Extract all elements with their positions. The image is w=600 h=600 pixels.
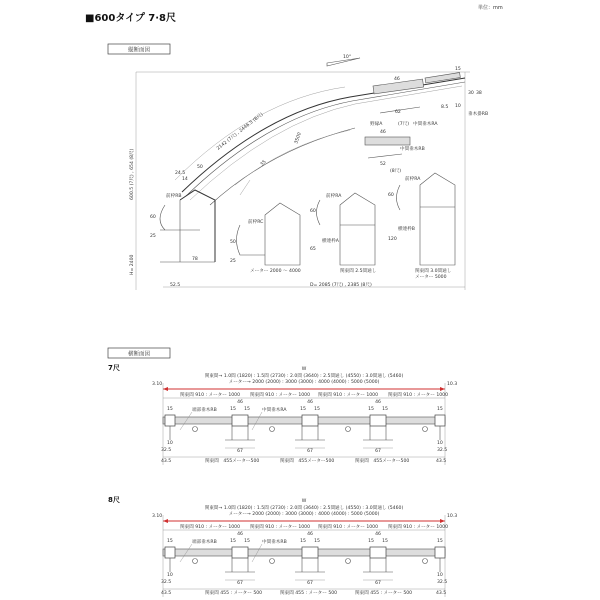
dim-15: 15 [368,539,374,544]
mid-rafter-base [295,426,325,440]
dim-10: 10 [167,573,173,578]
dim-43-5: 43.5 [161,591,172,596]
module-span-label: 関東間 910 : メーター 1000 [180,525,241,530]
gutter-rc [237,225,266,255]
dim-60c: 60 [388,193,394,198]
dim-32-5: 32.5 [437,448,448,453]
dim-43-5: 43.5 [436,459,447,464]
mid-rafter [232,547,248,558]
yoko-a-label: 横連枠A [322,239,339,244]
gutter-ra-30 [397,185,401,210]
support-circle [346,559,351,564]
support-circle [193,559,198,564]
horizontal-section-label: 横断面図 [127,351,151,358]
mid-rafter [370,547,386,558]
span-meter-line: メーター→ 2000 (2000) : 3000 (3000) : 4000 (4000) : 5000 (5000) [228,512,380,517]
front-frame-rb-body [160,200,215,262]
right-offset-dim: 10.3 [447,382,458,387]
dim-15: 15 [230,407,236,412]
front-rb-label: 前枠RB [166,194,182,199]
dim-15: 15 [455,67,461,72]
rafter-hanger-label: 垂木掛RB [468,112,489,117]
front-rc-label: 前枠RC [248,220,264,225]
mid-rafter-label: 中間垂木RA [262,408,287,413]
mid-rafter-base [363,426,393,440]
dim-46: 46 [394,77,400,82]
dim-46b: 46 [380,130,386,135]
length-dim: 2142 (7尺) , 2446.5 (8尺) [216,112,265,152]
dim-10: 10 [167,441,173,446]
dim-46: 46 [375,532,381,537]
front-frame-rc [265,203,300,265]
dim-50b: 50 [230,240,236,245]
dim-67: 67 [307,581,313,586]
dim-50: 50 [197,165,203,170]
mid-rafter-a-label: 中間垂木RA [413,122,438,127]
dim-52-5: 52.5 [170,283,181,288]
front-ra-label-1: 前枠RA [326,194,342,199]
dim-15: 15 [167,539,173,544]
module-span-label: 関東間 910 : メーター 1000 [388,525,449,530]
width-label: W [301,499,307,504]
dim-14: 14 [182,177,188,182]
dim-25: 25 [150,234,156,239]
nobuchi-label: 野縁A [370,122,383,127]
dim-43-5: 43.5 [161,459,172,464]
vertical-section-label: 縦断面図 [127,47,151,54]
half-module-label: 関東間 455メーター500 [355,459,410,464]
half-module-label: 関東間 455 : メーター 500 [355,591,413,596]
size-7-label: (7尺) [398,122,410,127]
end-rafter [165,547,175,558]
dim-46: 46 [307,400,313,405]
front-frame-rb [180,190,215,262]
dim-65: 65 [310,247,316,252]
yoko-b-label: 横連枠B [398,227,415,232]
half-module-label: 関東間 455メーター500 [280,459,335,464]
support-circle [270,559,275,564]
height-dim: 600.5 (7尺) , 654 (8尺) [130,148,135,200]
radius-leader [240,180,250,195]
front-frame-ra-25 [340,193,375,265]
dim-15: 15 [437,539,443,544]
dim-15: 15 [382,539,388,544]
dim-32-5: 32.5 [161,448,172,453]
dim-67: 67 [307,449,313,454]
right-offset-dim: 10.3 [447,514,458,519]
section-title: 7尺 [108,364,120,372]
dim-15: 15 [244,539,250,544]
dim-46: 46 [237,400,243,405]
dim-15: 15 [300,539,306,544]
caption-meter-2000-4000: メーター 2000 ～ 4000 [250,269,301,274]
angle-label: 10° [343,55,352,60]
half-module-label: 関東間 455 : メーター 500 [205,591,263,596]
end-rafter-label: 端部垂木RB [192,408,217,413]
module-span-label: 関東間 910 : メーター 1000 [318,393,379,398]
mid-rafter-label: 中間垂木RB [262,540,287,545]
page-title: ■600タイプ 7·8尺 [85,13,177,24]
h-dim: H= 2400 [130,254,135,275]
left-offset-dim: 3.10 [152,382,163,387]
mid-rafter [302,547,318,558]
half-module-label: 関東間 455 : メーター 500 [280,591,338,596]
mid-rafter-b-detail [365,137,410,145]
mid-rafter-b-label: 中間垂木RB [400,147,425,152]
dim-60b: 60 [310,209,316,214]
module-span-label: 関東間 910 : メーター 1000 [318,525,379,530]
radius-dim-arc [235,130,350,185]
dim-67: 67 [237,581,243,586]
section-title: 8尺 [108,496,120,504]
end-rafter [435,547,445,558]
left-offset-dim: 3.10 [152,514,163,519]
span-kanto-line: 関東間→ 1.0間 (1820) : 1.5間 (2730) : 2.0間 (3640) : 2.5間通し (4550) : 3.0間通し (5460) [204,506,404,511]
dim-15: 15 [244,407,250,412]
dim-32-5: 32.5 [161,580,172,585]
dim-120: 120 [388,237,397,242]
module-span-label: 関東間 910 : メーター 1000 [250,525,311,530]
mid-rafter [302,415,318,426]
caption-kanto-25: 関東間 2.5間通し [340,269,377,274]
dim-38: 38 [476,91,482,96]
width-label: W [301,367,307,372]
support-circle [193,427,198,432]
mid-rafter-base [225,426,255,440]
dim-10: 10 [437,441,443,446]
dim-43-5: 43.5 [436,591,447,596]
mid-rafter-base [295,558,325,572]
module-span-label: 関東間 910 : メーター 1000 [250,393,311,398]
dim-46: 46 [237,532,243,537]
module-span-label: 関東間 910 : メーター 1000 [388,393,449,398]
end-rafter-label: 端部垂木RB [192,540,217,545]
mid-rafter [370,415,386,426]
dim-67: 67 [237,449,243,454]
dim-25b: 25 [230,259,236,264]
dim-67: 67 [375,449,381,454]
span-kanto-line: 関東間→ 1.0間 (1820) : 1.5間 (2730) : 2.0間 (3640) : 2.5間通し (4550) : 3.0間通し (5460) [204,374,404,379]
mid-rafter [232,415,248,426]
dim-67: 67 [375,581,381,586]
dim-78: 78 [192,257,198,262]
dim-60: 60 [150,215,156,220]
gutter-rb [160,205,165,230]
span-meter-line: メーター→ 2000 (2000) : 3000 (3000) : 4000 (4000) : 5000 (5000) [228,380,380,385]
dim-62: 62 [395,110,401,115]
gutter-ra-25 [317,200,321,225]
dim-52: 52 [380,162,386,167]
mid-rafter-b-base [368,154,402,158]
roof-panel-outer [182,78,465,192]
module-span-label: 関東間 910 : メーター 1000 [180,393,241,398]
dim-10: 10 [437,573,443,578]
half-module-label: 関東間 455メーター500 [205,459,260,464]
front-ra-label-2: 前枠RA [405,177,421,182]
unit-label: 単位：mm [478,5,503,11]
dim-15: 15 [314,539,320,544]
caption-meter-5000: メーター 5000 [415,275,447,280]
dim-46: 46 [307,532,313,537]
dim-15: 15 [300,407,306,412]
vertical-section [108,44,488,290]
dim-10: 10 [455,104,461,109]
dim-15: 15 [382,407,388,412]
size-8-label: (8尺) [390,169,402,174]
dim-30: 30 [468,91,474,96]
radius-dim: 3500 [294,131,303,145]
dim-15: 15 [437,407,443,412]
dim-15: 15 [167,407,173,412]
horizontal-section-7shaku [108,364,457,465]
horizontal-section-8shaku [108,496,457,597]
end-rafter [165,415,175,426]
support-circle [423,559,428,564]
support-circle [346,427,351,432]
depth-dim: D= 2085 (7尺) , 2385 (8尺) [310,283,372,288]
dim-32-5: 32.5 [437,580,448,585]
dim-15: 15 [314,407,320,412]
dim-15: 15 [230,539,236,544]
end-rafter [435,415,445,426]
mid-rafter-base [363,558,393,572]
support-circle [270,427,275,432]
dim-35: 35 [259,159,268,168]
roof-panel-line [190,86,462,200]
dim-46: 46 [375,400,381,405]
mid-rafter-base [225,558,255,572]
dim-8-5: 8.5 [441,105,449,110]
dim-24-5: 24.5 [175,171,186,176]
support-circle [423,427,428,432]
dim-15: 15 [368,407,374,412]
caption-kanto-30: 関東間 3.0間通し [415,269,452,274]
front-frame-ra-30 [420,173,455,265]
